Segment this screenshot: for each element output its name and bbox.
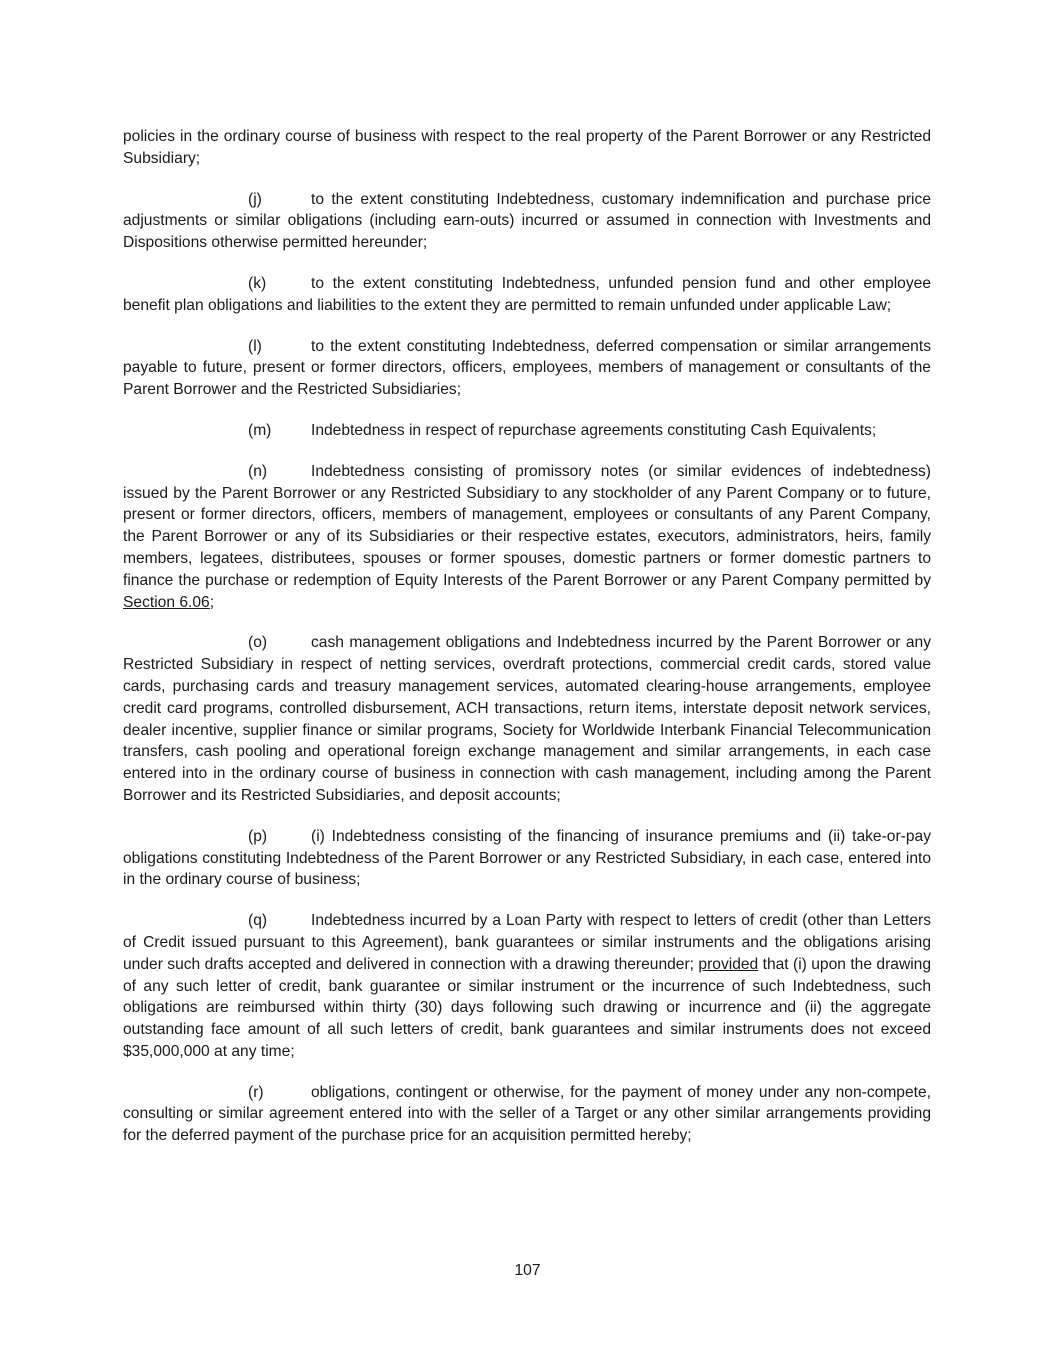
- clause-text: to the extent constituting Indebtedness, customary indemnification and purchase price adjustments or similar obligations (including earn-outs) incurred or assumed in connection with Investments and Dispositions otherwise permitted hereunder;: [123, 190, 931, 252]
- clause-label: (j): [248, 190, 262, 208]
- clause-text: cash management obligations and Indebtedness incurred by the Parent Borrower or any Restricted Subsidiary in respect of netting services, overdraft protections, commercial credit cards, stored value cards, purchasing cards and treasury management services, automated clearing-house arrangements, employee credit card programs, controlled disbursement, ACH transactions, return items, interstate deposit network services, dealer incentive, supplier finance or similar programs, Society for Worldwide Interbank Financial Telecommunication transfers, cash pooling and operational foreign exchange management and similar arrangements, in each case entered into in the ordinary course of business in connection with cash management, including among the Parent Borrower and its Restricted Subsidiaries, and deposit accounts;: [123, 634, 931, 804]
- clause-l: [123, 336, 931, 401]
- intro-paragraph: policies in the ordinary course of business with respect to the real property of the Parent Borrower or any Restricted Subsidiary;: [123, 128, 931, 167]
- clause-m: [123, 420, 931, 442]
- clause-text: to the extent constituting Indebtedness, deferred compensation or similar arrangements payable to future, present or former directors, officers, employees, members of management or consultants of the Parent Borrower and the Restricted Subsidiaries;: [123, 337, 931, 399]
- clause-label: (p): [248, 827, 268, 845]
- clause-label: (k): [248, 274, 267, 292]
- clause-j: [123, 189, 931, 254]
- clause-label: (o): [248, 634, 268, 652]
- clause-n: [123, 461, 931, 614]
- document-page: [123, 126, 931, 1166]
- clause-text-end: ;: [209, 593, 215, 611]
- clause-label: (r): [248, 1083, 264, 1101]
- clause-label: (n): [248, 462, 268, 480]
- clause-text: to the extent constituting Indebtedness, unfunded pension fund and other employee benefit plan obligations and liabilities to the extent they are permitted to remain unfunded under applicable Law;: [123, 274, 931, 314]
- provided-term: provided: [698, 955, 759, 973]
- clause-text: (i) Indebtedness consisting of the financing of insurance premiums and (ii) take-or-pay obligations constituting Indebtedness of the Parent Borrower or any Restricted Subsidiary, in each case, entered into in the ordinary course of business;: [123, 827, 931, 889]
- clause-text: obligations, contingent or otherwise, for the payment of money under any non-compete, consulting or similar agreement entered into with the seller of a Target or any other similar arrangements providing for the deferred payment of the purchase price for an acquisition permitted hereby;: [123, 1083, 931, 1145]
- clause-text: Indebtedness consisting of promissory notes (or similar evidences of indebtedness) issued by the Parent Borrower or any Restricted Subsidiary to any stockholder of any Parent Company or to future, present or former directors, officers, members of management, employees or consultants of any Parent Company, the Parent Borrower or any of its Subsidiaries or their respective estates, executors, administrators, heirs, family members, legatees, distributees, spouses or former spouses, domestic partners or former domestic partners to finance the purchase or redemption of Equity Interests of the Parent Borrower or any Parent Company permitted by: [123, 462, 931, 589]
- clause-text: Indebtedness incurred by a Loan Party with respect to letters of credit (other than Letters of Credit issued pursuant to this Agreement), bank guarantees or similar instruments and the obligations arising under such drafts accepted and delivered in connection with a drawing thereunder;: [123, 912, 931, 973]
- clause-text: Indebtedness in respect of repurchase agreements constituting Cash Equivalents;: [311, 421, 877, 439]
- clause-label: (q): [248, 912, 268, 930]
- clause-text-end: that (i) upon the drawing of any such letter of credit, bank guarantee or similar instrument or the incurrence of such Indebtedness, such obligations are reimbursed within thirty (30) days following such drawing or incurrence and (ii) the aggregate outstanding face amount of all such letters of credit, bank guarantees and similar instruments does not exceed $35,000,000 at any time;: [123, 955, 932, 1060]
- clause-o: [123, 632, 931, 806]
- clause-k: [123, 273, 931, 317]
- clause-q: [123, 910, 931, 1063]
- clause-label: (m): [248, 421, 272, 439]
- section-reference-link[interactable]: Section 6.06: [123, 593, 210, 611]
- clause-label: (l): [248, 337, 262, 355]
- clause-p: [123, 826, 931, 891]
- clause-r: [123, 1082, 931, 1147]
- page-number: 107: [514, 1262, 541, 1279]
